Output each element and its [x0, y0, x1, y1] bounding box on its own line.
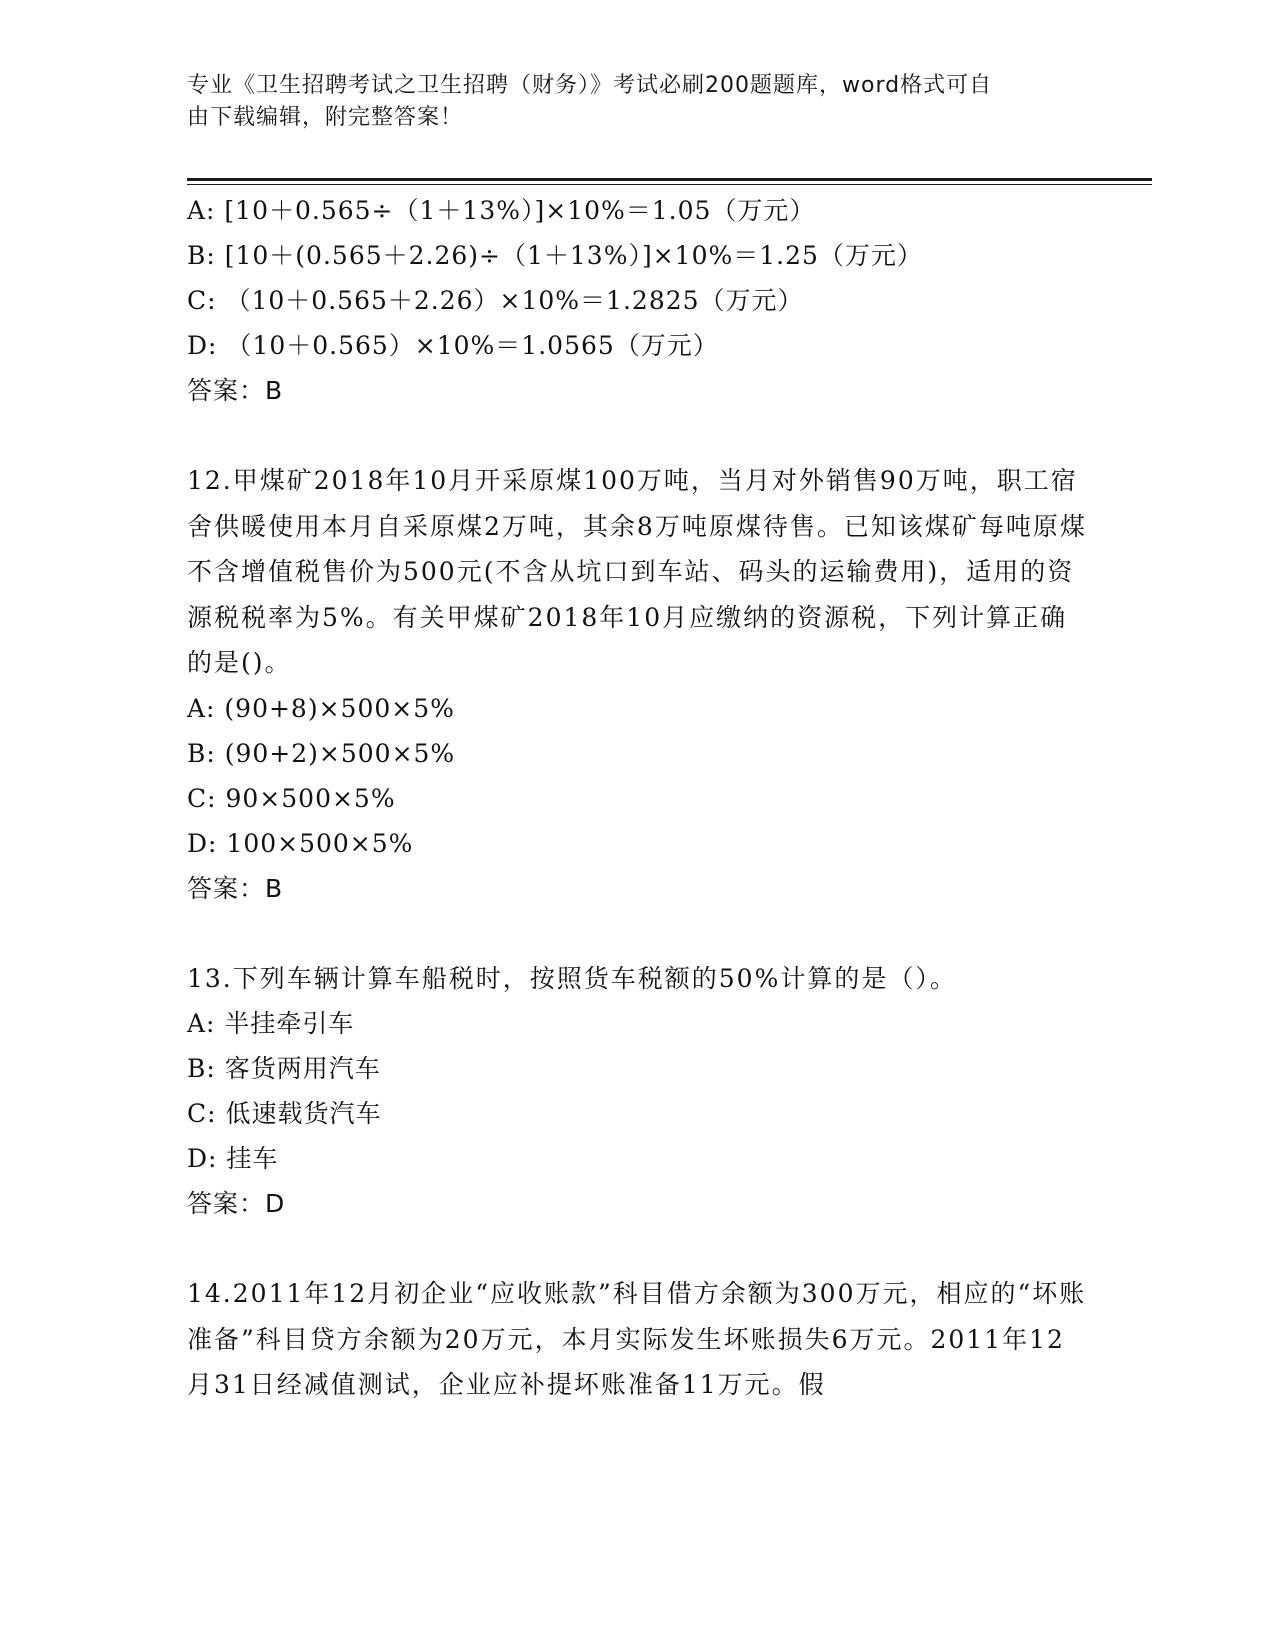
option-d: D: 100×500×5% [187, 828, 414, 858]
question-stem: 13.下列车辆计算车船税时，按照货车税额的50%计算的是（）。 [187, 963, 957, 993]
question-12 [187, 458, 1087, 912]
option-a: A: [10＋0.565÷（1＋13%）]×10%＝1.05（万元） [187, 196, 816, 225]
document-header [187, 70, 1087, 134]
question-13 [187, 956, 1087, 1228]
header-divider-thick [187, 178, 1152, 181]
option-b: B: [10＋(0.565＋2.26)÷（1＋13%）]×10%＝1.25（万元） [187, 241, 923, 270]
header-title-line1: 专业《卫生招聘考试之卫生招聘（财务）》考试必刷200题题库，word格式可自 [187, 73, 993, 98]
option-b: B: (90+2)×500×5% [187, 738, 456, 768]
answer-label: 答案：D [187, 1189, 286, 1218]
option-c: C: （10＋0.565＋2.26）×10%＝1.2825（万元） [187, 286, 804, 315]
option-a: A: 半挂牵引车 [187, 1009, 355, 1038]
question-14 [187, 1271, 1087, 1408]
option-d: D: （10＋0.565）×10%＝1.0565（万元） [187, 331, 719, 360]
question-stem: 14.2011年12月初企业“应收账款”科目借方余额为300万元，相应的“坏账准备”科目贷方余额为20万元，本月实际发生坏账损失6万元。2011年12月31日经减值测试，企业应补提坏账准备11万元。假 [187, 1279, 1087, 1399]
option-c: C: 低速载货汽车 [187, 1099, 382, 1128]
header-title-line2: 由下载编辑，附完整答案！ [187, 105, 464, 130]
question-11 [187, 188, 1087, 414]
answer-label: 答案：B [187, 873, 284, 903]
option-d: D: 挂车 [187, 1144, 279, 1173]
question-content [187, 188, 1087, 1408]
question-stem: 12.甲煤矿2018年10月开采原煤100万吨，当月对外销售90万吨，职工宿舍供暖使用本月自采原煤2万吨，其余8万吨原煤待售。已知该煤矿每吨原煤不含增值税售价为500元(不含从坑口到车站、码头的运输费用)，适用的资源税税率为5%。有关甲煤矿2018年10月应缴纳的资源税，下列计算正确的是()。 [187, 466, 1087, 677]
option-b: B: 客货两用汽车 [187, 1054, 381, 1083]
answer-label: 答案：B [187, 376, 284, 405]
option-c: C: 90×500×5% [187, 783, 396, 813]
option-a: A: (90+8)×500×5% [187, 693, 455, 723]
header-divider-thin [187, 184, 1152, 185]
